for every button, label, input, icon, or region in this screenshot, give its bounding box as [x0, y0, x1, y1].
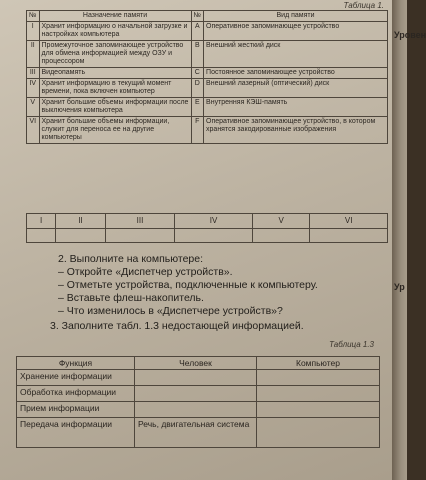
adjacent-page: [392, 0, 426, 480]
row-human[interactable]: Речь, двигательная система: [135, 418, 257, 448]
header-num: №: [27, 11, 40, 22]
row-purpose: Видеопамять: [39, 68, 191, 79]
row-letter: C: [191, 68, 204, 79]
row-computer[interactable]: [257, 370, 380, 386]
row-function: Передача информации: [17, 418, 135, 448]
row-human[interactable]: [135, 386, 257, 402]
row-computer[interactable]: [257, 402, 380, 418]
table-row: [17, 402, 380, 418]
row-kind: Внешний лазерный (оптический) диск: [204, 79, 388, 98]
row-human[interactable]: [135, 402, 257, 418]
row-computer[interactable]: [257, 418, 380, 448]
row-purpose: Хранит информацию о начальной загрузке и настройках компьютера: [39, 22, 191, 41]
answer-cell[interactable]: [56, 228, 105, 243]
row-human[interactable]: [135, 370, 257, 386]
row-kind: Постоянное запоминающее устройство: [204, 68, 388, 79]
row-function: Прием информации: [17, 402, 135, 418]
row-purpose: Хранит большие объемы информации после выключения компьютера: [39, 98, 191, 117]
task-2-step: – Что изменилось в «Диспетчере устройств»?: [58, 305, 283, 317]
header-computer: Компьютер: [257, 357, 380, 370]
task-2-step: – Отметьте устройства, подключенные к компьютеру.: [58, 279, 318, 291]
row-kind: Оперативное запоминающее устройство: [204, 22, 388, 41]
row-letter: E: [191, 98, 204, 117]
header-function: Функция: [17, 357, 135, 370]
row-num: VI: [27, 117, 40, 144]
row-kind: Внешний жесткий диск: [204, 41, 388, 68]
answer-col-label: V: [252, 214, 309, 229]
row-kind: Внутренняя КЭШ-память: [204, 98, 388, 117]
table-row: [27, 117, 388, 144]
adjacent-page-text: Ур: [394, 282, 405, 292]
function-table: [16, 356, 380, 448]
answer-blank-row: [27, 228, 388, 243]
answer-col-label: III: [105, 214, 175, 229]
task-2-step: – Откройте «Диспетчер устройств».: [58, 266, 233, 278]
header-purpose: Назначение памяти: [39, 11, 191, 22]
answer-cell[interactable]: [105, 228, 175, 243]
row-purpose: Хранит большие объемы информации, служит для переноса ее на другие компьютеры: [39, 117, 191, 144]
row-num: V: [27, 98, 40, 117]
adjacent-page-text: Уровен: [394, 30, 426, 40]
row-num: II: [27, 41, 40, 68]
memory-table-header: [27, 11, 388, 22]
row-purpose: Хранит информацию в текущий момент времени, пока включен компьютер: [39, 79, 191, 98]
answer-cell[interactable]: [252, 228, 309, 243]
table-row: [27, 79, 388, 98]
row-num: III: [27, 68, 40, 79]
table-row: [27, 22, 388, 41]
table-row: [27, 41, 388, 68]
row-purpose: Промежуточное запоминающее устройство для обмена информацией между ОЗУ и процессором: [39, 41, 191, 68]
answer-header-row: [27, 214, 388, 229]
row-kind: Оперативное запоминающее устройство, в котором хранятся закодированные изображения: [204, 117, 388, 144]
function-table-header: [17, 357, 380, 370]
memory-table: [26, 10, 388, 144]
table-3-caption: Таблица 1.3: [329, 340, 374, 349]
row-letter: A: [191, 22, 204, 41]
table-1-caption: Таблица 1.: [343, 1, 384, 10]
table-row: [17, 386, 380, 402]
answer-col-label: IV: [175, 214, 253, 229]
row-letter: B: [191, 41, 204, 68]
row-num: IV: [27, 79, 40, 98]
row-num: I: [27, 22, 40, 41]
header-letter: №: [191, 11, 204, 22]
answer-col-label: I: [27, 214, 56, 229]
task-2-step: – Вставьте флеш-накопитель.: [58, 292, 204, 304]
table-row: [27, 68, 388, 79]
answer-cell[interactable]: [27, 228, 56, 243]
row-computer[interactable]: [257, 386, 380, 402]
answer-table: [26, 213, 388, 243]
row-letter: D: [191, 79, 204, 98]
header-kind: Вид памяти: [204, 11, 388, 22]
table-row: [17, 370, 380, 386]
header-human: Человек: [135, 357, 257, 370]
row-function: Хранение информации: [17, 370, 135, 386]
answer-cell[interactable]: [310, 228, 388, 243]
table-row: [27, 98, 388, 117]
task-2-title: 2. Выполните на компьютере:: [58, 253, 204, 265]
answer-col-label: VI: [310, 214, 388, 229]
table-row: [17, 418, 380, 448]
row-function: Обработка информации: [17, 386, 135, 402]
row-letter: F: [191, 117, 204, 144]
task-3-title: 3. Заполните табл. 1.3 недостающей информацией.: [50, 320, 304, 332]
answer-cell[interactable]: [175, 228, 253, 243]
answer-col-label: II: [56, 214, 105, 229]
